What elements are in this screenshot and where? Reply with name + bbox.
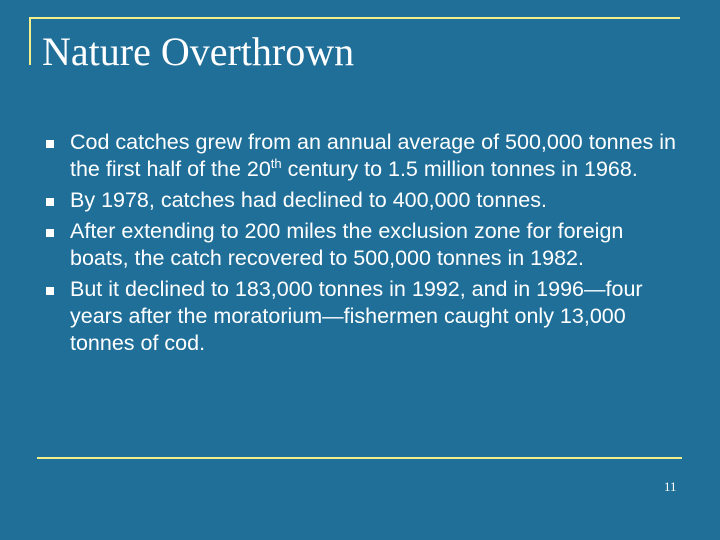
bullet-text: By 1978, catches had declined to 400,000 tonnes. [70,188,547,212]
bullet-item [46,218,686,272]
title-frame-top-rule [29,17,680,19]
bullet-text: Cod catches grew from an annual average of 500,000 tonnes in the first half of the 20th century to 1.5 million tonnes in 1968. [70,130,676,181]
bullet-item [46,129,686,183]
square-bullet-icon [46,229,54,237]
superscript: th [270,155,282,171]
footer-divider [37,457,682,459]
slide-title: Nature Overthrown [42,29,355,74]
square-bullet-icon [46,140,54,148]
square-bullet-icon [46,287,54,295]
page-number: 11 [664,479,677,494]
bullet-item [46,276,686,357]
bullet-text: After extending to 200 miles the exclusion zone for foreign boats, the catch recovered to 500,000 tonnes in 1982. [70,219,624,270]
bullet-text: But it declined to 183,000 tonnes in 1992, and in 1996—four years after the moratorium—fishermen caught only 13,000 tonnes of cod. [70,277,643,355]
bullet-item [46,187,686,214]
square-bullet-icon [46,198,54,206]
title-frame-vertical-rule [29,17,31,65]
bullet-list [46,129,686,357]
